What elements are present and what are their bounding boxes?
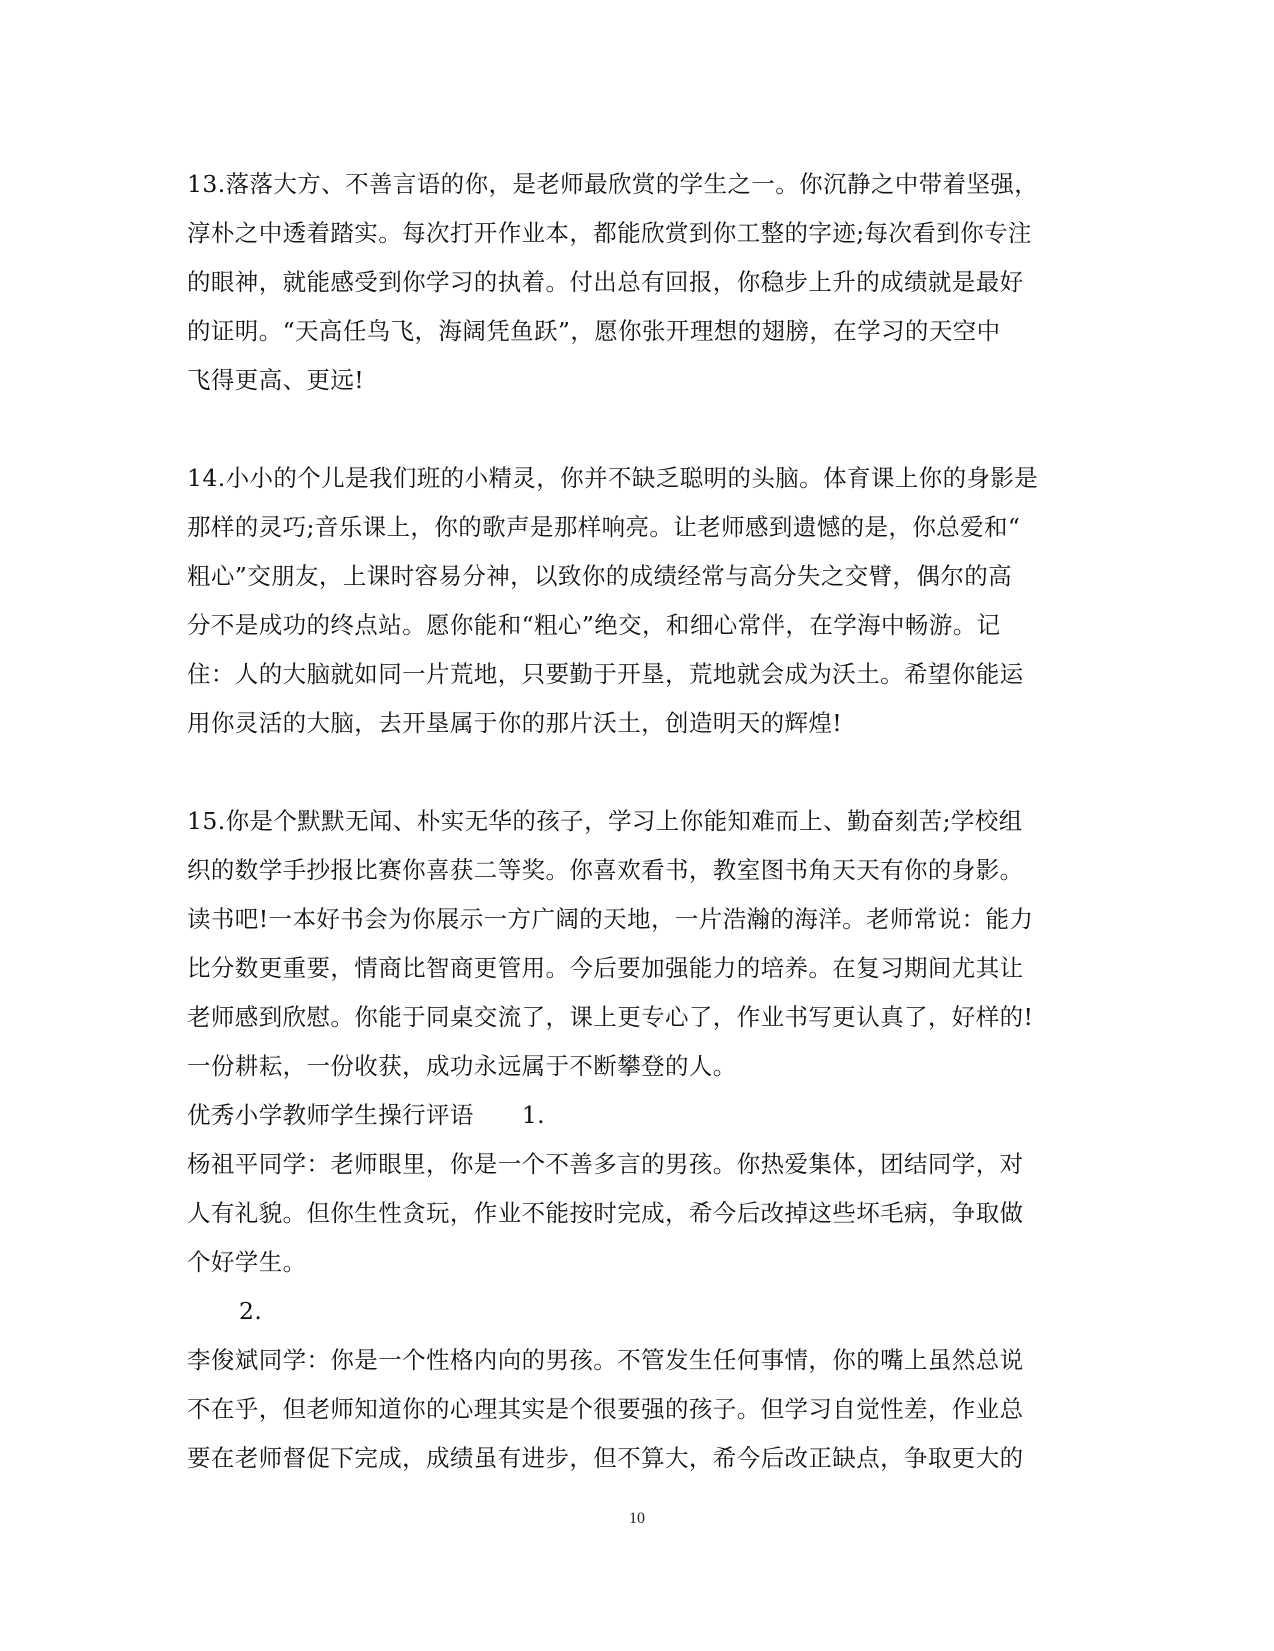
paragraph-spacer <box>187 405 1087 454</box>
text-line: 的眼神，就能感受到你学习的执着。付出总有回报，你稳步上升的成绩就是最好 <box>187 268 1024 296</box>
document-body <box>187 160 1087 1483</box>
text-line: 个好学生。 <box>187 1248 307 1276</box>
comment-2-number: 2. <box>239 1297 263 1325</box>
text-line: 读书吧!一本好书会为你展示一方广阔的天地，一片浩瀚的海洋。老师常说：能力 <box>187 905 1034 933</box>
paragraph-spacer <box>187 748 1087 797</box>
text-line: 要在老师督促下完成，成绩虽有进步，但不算大，希今后改正缺点，争取更大的 <box>187 1444 1024 1472</box>
section-title: 优秀小学教师学生操行评语 <box>187 1101 474 1129</box>
text-line: 比分数更重要，情商比智商更管用。今后要加强能力的培养。在复习期间尤其让 <box>187 954 1024 982</box>
section-item-number: 1. <box>521 1101 546 1129</box>
text-line: 淳朴之中透着踏实。每次打开作业本，都能欣赏到你工整的字迹;每次看到你专注 <box>187 219 1032 247</box>
text-line: 的证明。“天高任鸟飞，海阔凭鱼跃”，愿你张开理想的翅膀，在学习的天空中 <box>187 317 1001 345</box>
text-line: 15.你是个默默无闻、朴实无华的孩子，学习上你能知难而上、勤奋刻苦;学校组 <box>187 807 1023 835</box>
text-line: 那样的灵巧;音乐课上，你的歌声是那样响亮。让老师感到遗憾的是，你总爱和“ <box>187 513 1021 541</box>
comment-1 <box>187 1140 1087 1287</box>
text-line: 老师感到欣慰。你能于同桌交流了，课上更专心了，作业书写更认真了，好样的! <box>187 1003 1034 1031</box>
text-line: 分不是成功的终点站。愿你能和“粗心”绝交，和细心常伴，在学海中畅游。记 <box>187 611 1001 639</box>
paragraph-15 <box>187 797 1087 1091</box>
text-line: 织的数学手抄报比赛你喜获二等奖。你喜欢看书，教室图书角天天有你的身影。 <box>187 856 1024 884</box>
page-number: 10 <box>629 1510 645 1527</box>
paragraph-13 <box>187 160 1087 405</box>
paragraph-14 <box>187 454 1087 748</box>
text-line: 人有礼貌。但你生性贪玩，作业不能按时完成，希今后改掉这些坏毛病，争取做 <box>187 1199 1024 1227</box>
section-heading <box>187 1091 1087 1140</box>
text-line: 李俊斌同学：你是一个性格内向的男孩。不管发生任何事情，你的嘴上虽然总说 <box>187 1346 1024 1374</box>
text-line: 飞得更高、更远! <box>187 366 365 394</box>
text-line: 13.落落大方、不善言语的你，是老师最欣赏的学生之一。你沉静之中带着坚强， <box>187 170 1039 198</box>
comment-2 <box>187 1336 1087 1483</box>
text-line: 粗心”交朋友，上课时容易分神，以致你的成绩经常与高分失之交臂，偶尔的高 <box>187 562 1013 590</box>
text-line: 住：人的大脑就如同一片荒地，只要勤于开垦，荒地就会成为沃土。希望你能运 <box>187 660 1024 688</box>
text-line: 不在乎，但老师知道你的心理其实是个很要强的孩子。但学习自觉性差，作业总 <box>187 1395 1024 1423</box>
text-line: 用你灵活的大脑，去开垦属于你的那片沃土，创造明天的辉煌! <box>187 709 843 737</box>
text-line: 杨祖平同学：老师眼里，你是一个不善多言的男孩。你热爱集体，团结同学，对 <box>187 1150 1024 1178</box>
text-line: 14.小小的个儿是我们班的小精灵，你并不缺乏聪明的头脑。体育课上你的身影是 <box>187 464 1039 492</box>
text-line: 一份耕耘，一份收获，成功永远属于不断攀登的人。 <box>187 1052 737 1080</box>
